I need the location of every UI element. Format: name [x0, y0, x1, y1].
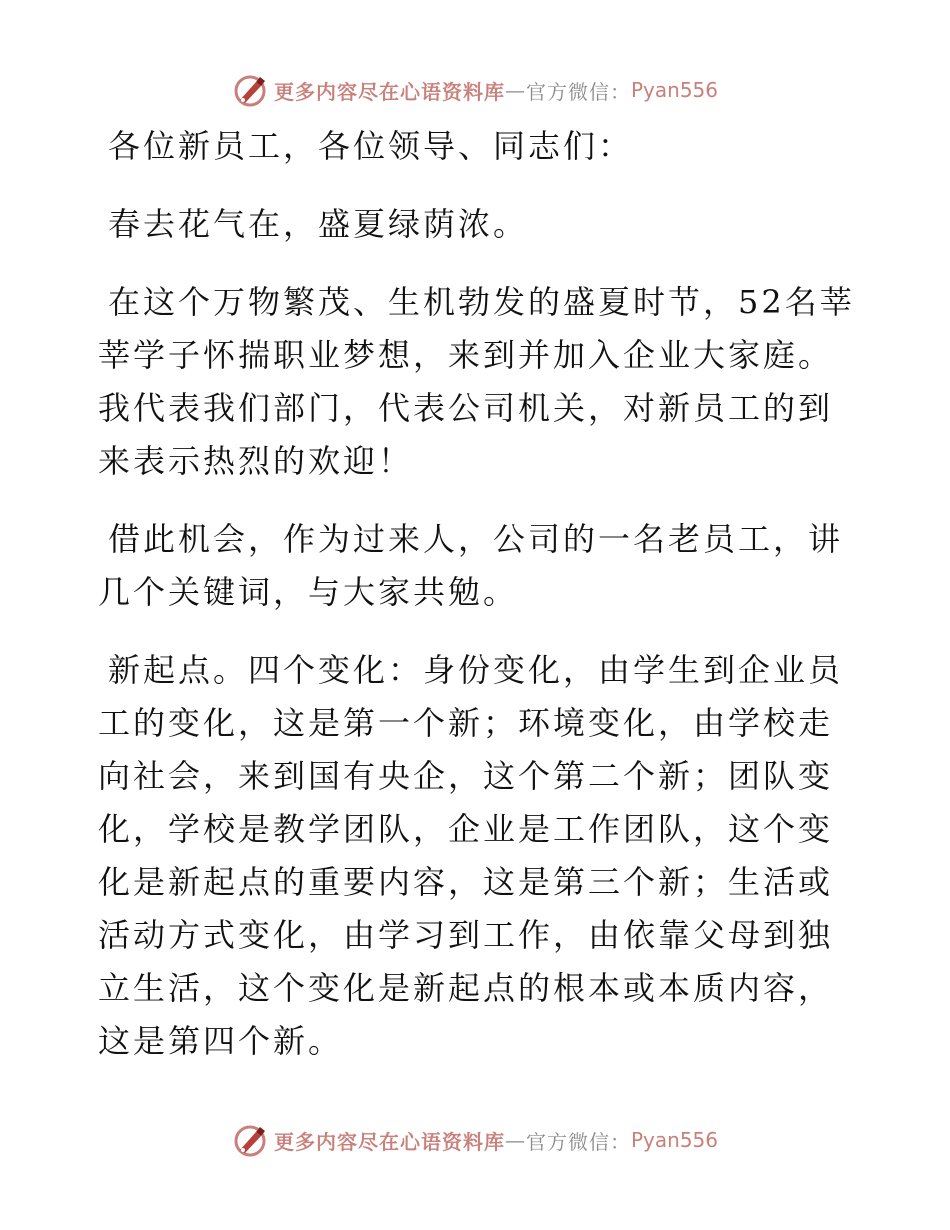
paragraph-keywords: 借此机会，作为过来人，公司的一名老员工，讲几个关键词，与大家共勉。	[98, 520, 844, 611]
header-banner	[0, 70, 950, 110]
footer-wechat-label: 官方微信：	[525, 1129, 631, 1154]
header-site-text: 更多内容尽在心语资料库	[273, 79, 505, 104]
header-wechat-label: 官方微信：	[525, 79, 631, 104]
header-wechat-id: Pyan556	[630, 78, 718, 102]
paragraph-season: 春去花气在，盛夏绿荫浓。	[108, 205, 529, 243]
footer-banner	[0, 1120, 950, 1160]
document-body	[98, 120, 858, 1093]
paragraph-greeting: 各位新员工，各位领导、同志们：	[108, 127, 634, 165]
pen-logo-icon	[232, 72, 268, 108]
paragraph-new-start: 新起点。四个变化：身份变化，由学生到企业员工的变化，这是第一个新；环境变化，由学校走向社会，来到国有央企，这个第二个新；团队变化，学校是教学团队，企业是工作团队，这个变化是新起点的重要内容，这是第三个新；生活或活动方式变化，由学习到工作，由依靠父母到独立生活，这个变化是新起点的根本或本质内容，这是第四个新。	[98, 651, 844, 1060]
footer-site-text: 更多内容尽在心语资料库	[273, 1129, 505, 1154]
header-dash: —	[504, 78, 526, 102]
footer-wechat-id: Pyan556	[630, 1128, 718, 1152]
footer-dash: —	[504, 1128, 526, 1152]
paragraph-welcome: 在这个万物繁茂、生机勃发的盛夏时节，52名莘莘学子怀揣职业梦想，来到并加入企业大家庭。我代表我们部门，代表公司机关，对新员工的到来表示热烈的欢迎！	[98, 283, 855, 480]
pen-logo-icon	[232, 1122, 268, 1158]
